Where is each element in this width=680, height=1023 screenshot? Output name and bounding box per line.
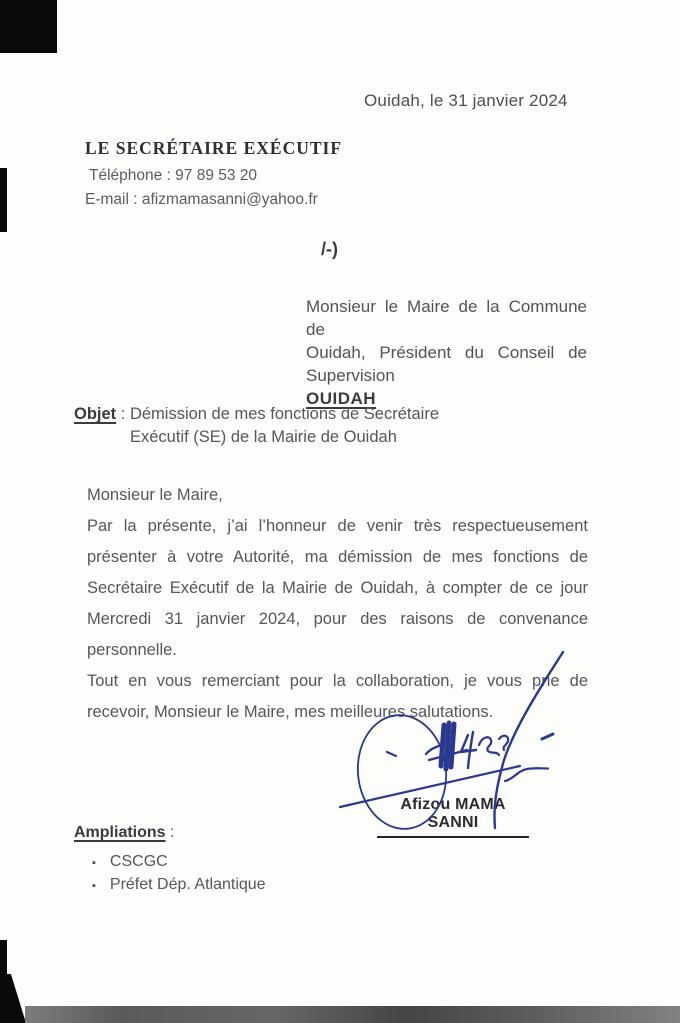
recipient-line: Ouidah, Président du Conseil de bbox=[306, 343, 587, 362]
subject-label: Objet bbox=[74, 405, 117, 423]
body-line: Tout en vous remerciant pour la collaboration, je vous prie de bbox=[87, 672, 588, 690]
bullet-square-icon: ▪ bbox=[92, 880, 96, 892]
body-line: Par la présente, j’ai l’honneur de venir très respectueusement bbox=[87, 517, 588, 535]
letter-body bbox=[87, 480, 588, 728]
bullet-square-icon: ▪ bbox=[92, 857, 96, 869]
body-line: personnelle. bbox=[87, 641, 177, 659]
sender-phone: Téléphone : 97 89 53 20 bbox=[89, 167, 258, 184]
scan-artifact-bottom-left-blob bbox=[0, 974, 26, 1023]
body-line: Secrétaire Exécutif de la Mairie de Ouidah, à compter de ce jour bbox=[87, 579, 588, 597]
body-line: recevoir, Monsieur le Maire, mes meilleures salutations. bbox=[87, 703, 494, 721]
subject-line1 bbox=[74, 403, 439, 426]
ampliations-heading bbox=[74, 824, 266, 842]
ampliation-recipient: Préfet Dép. Atlantique bbox=[109, 876, 266, 893]
signatory-name: Afizou MAMA SANNI bbox=[377, 796, 529, 838]
ampliations-block bbox=[74, 824, 266, 897]
list-item bbox=[74, 851, 266, 874]
body-line: présenter à votre Autorité, ma démission de mes fonctions de bbox=[87, 548, 588, 566]
sender-block bbox=[85, 138, 342, 210]
ampliations-label: Ampliations bbox=[74, 824, 166, 841]
subject-text: Démission de mes fonctions de Secrétaire bbox=[129, 405, 439, 423]
date-line: Ouidah, le 31 janvier 2024 bbox=[364, 91, 568, 110]
ampliations-separator: : bbox=[165, 824, 175, 841]
reference-mark: /-) bbox=[321, 239, 338, 259]
ampliation-recipient: CSCGC bbox=[109, 853, 168, 870]
sender-title: LE SECRÉTAIRE EXÉCUTIF bbox=[85, 138, 343, 158]
recipient-line: Supervision bbox=[306, 366, 395, 385]
greeting: Monsieur le Maire, bbox=[87, 486, 223, 504]
scan-artifact-left-bar bbox=[0, 168, 7, 232]
sender-email: E-mail : afizmamasanni@yahoo.fr bbox=[85, 190, 318, 208]
recipient-line: Monsieur le Maire de la Commune de bbox=[306, 297, 587, 339]
list-item bbox=[74, 874, 266, 897]
subject-line2: Exécutif (SE) de la Mairie de Ouidah bbox=[130, 427, 397, 446]
scan-artifact-bottom-band bbox=[25, 1006, 680, 1023]
subject-block bbox=[74, 403, 439, 448]
subject-separator: : bbox=[116, 405, 130, 423]
recipient-city: OUIDAH bbox=[306, 389, 377, 408]
body-line: Mercredi 31 janvier 2024, pour des raisons de convenance bbox=[87, 610, 588, 628]
recipient-block bbox=[306, 295, 587, 410]
scan-artifact-top-left bbox=[0, 0, 57, 53]
ampliations-list bbox=[74, 851, 266, 897]
